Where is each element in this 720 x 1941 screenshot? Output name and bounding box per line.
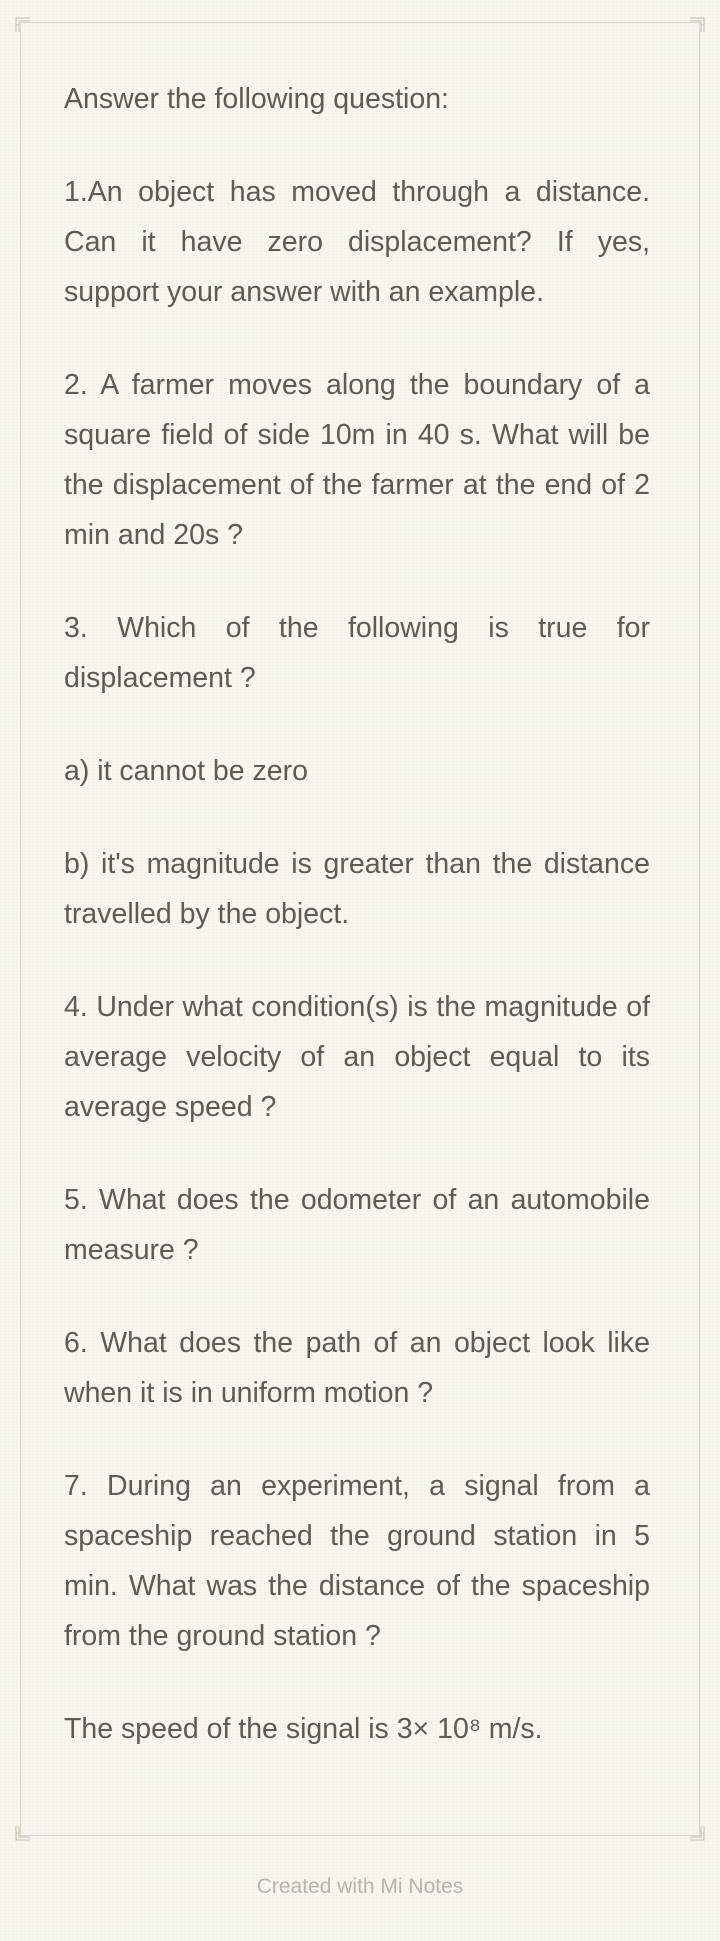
question-3: 3. Which of the following is true for displacement ? — [64, 612, 650, 694]
corner-ornament-icon — [689, 17, 705, 33]
question-5: 5. What does the odometer of an automobile measure ? — [64, 1184, 650, 1266]
note-body — [64, 74, 650, 1754]
question-6: 6. What does the path of an object look like when it is in uniform motion ? — [64, 1327, 650, 1409]
question-2: 2. A farmer moves along the boundary of a square field of side 10m in 40 s. What will be the displacement of the farmer at the end of 2 min and 20s ? — [64, 369, 650, 551]
question-4: 4. Under what condition(s) is the magnitude of average velocity of an object equal to its average speed ? — [64, 991, 650, 1123]
footer-credit: Created with Mi Notes — [256, 1875, 464, 1898]
question-7: 7. During an experiment, a signal from a spaceship reached the ground station in 5 min. What was the distance of the spaceship from the ground station ? — [64, 1470, 650, 1652]
signal-speed-text: The speed of the signal is 3× 10⁸ m/s. — [64, 1713, 543, 1745]
corner-ornament-icon — [689, 1825, 705, 1841]
intro-text: Answer the following question: — [64, 83, 449, 115]
corner-ornament-icon — [15, 1825, 31, 1841]
question-3-option-b: b) it's magnitude is greater than the distance travelled by the object. — [64, 848, 650, 930]
question-3-option-a: a) it cannot be zero — [64, 755, 308, 787]
question-1: 1.An object has moved through a distance. Can it have zero displacement? If yes, support your answer with an example. — [64, 176, 650, 308]
corner-ornament-icon — [15, 17, 31, 33]
